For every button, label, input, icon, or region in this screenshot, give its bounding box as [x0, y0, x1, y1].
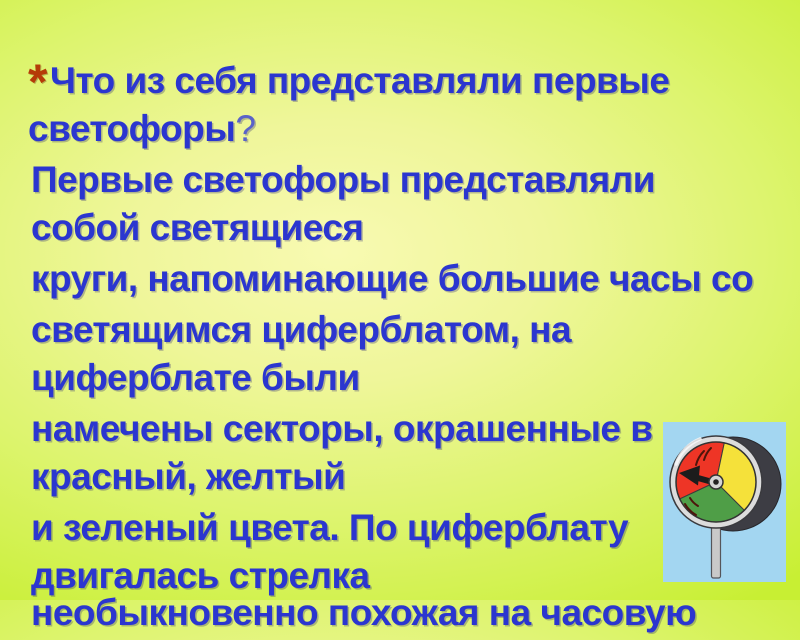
answer-1-line-1: Первые светофоры представляли: [31, 159, 656, 200]
dial-hub-center: [713, 479, 719, 485]
answer-5-line-2: двигалась стрелка: [31, 555, 370, 596]
answer-2-line-1: круги, напоминающие большие часы со: [31, 258, 754, 299]
paragraph-answer-1: [0, 156, 700, 252]
question-line-2: светофоры?: [28, 108, 256, 149]
dial-illustration-svg: [663, 422, 786, 582]
question-mark: ?: [235, 108, 256, 149]
paragraph-answer-2: [0, 255, 754, 303]
answer-4-line-2: красный, желтый: [31, 456, 346, 497]
dial-illustration: [663, 422, 786, 582]
answer-6-line-1: необыкновенно похожая на часовую: [31, 592, 697, 633]
answer-5-line-1: и зеленый цвета. По циферблату: [31, 507, 629, 548]
answer-1-line-2: собой светящиеся: [31, 207, 364, 248]
question-line-1: Что из себя представляли первые: [50, 60, 670, 101]
slide-text-block: [0, 54, 754, 640]
paragraph-answer-4: [0, 405, 700, 501]
dial-stem: [712, 526, 721, 578]
paragraph-answer-3: [0, 306, 700, 402]
answer-3-line-1: светящимся циферблатом, на: [31, 309, 572, 350]
answer-3-line-2: циферблате были: [31, 357, 360, 398]
paragraph-question: *Что из себя представляли первые светофоры?: [0, 57, 700, 153]
paragraph-answer-5: [0, 504, 700, 600]
paragraph-answer-6-clipped: [0, 589, 700, 637]
answer-4-line-1: намечены секторы, окрашенные в: [31, 408, 653, 449]
